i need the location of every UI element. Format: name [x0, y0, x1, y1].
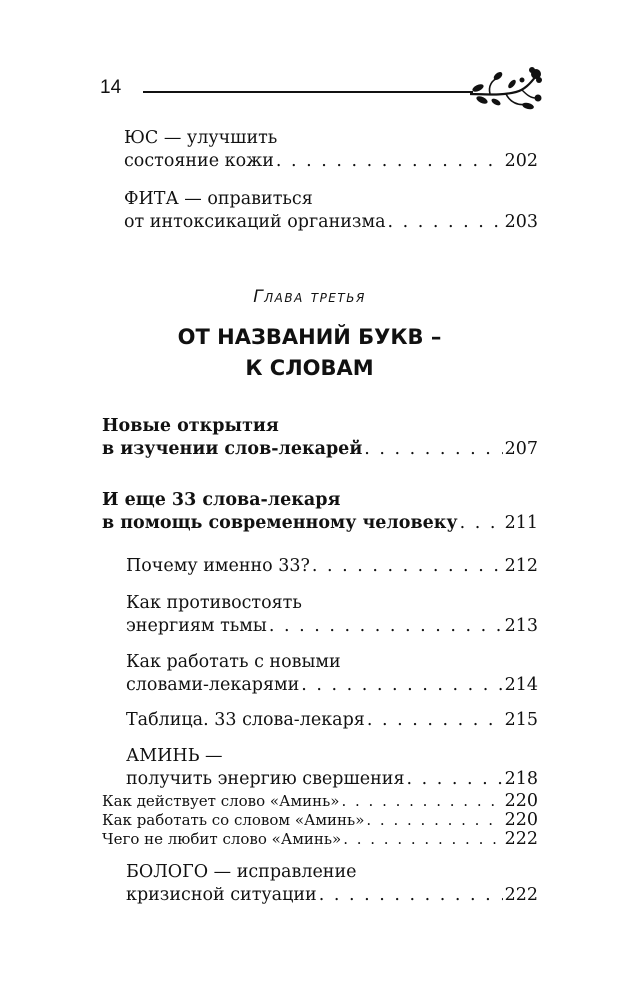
toc-entry [126, 709, 538, 732]
toc-entry [124, 127, 538, 173]
toc-entry-line: Как работать с новыми [126, 652, 341, 672]
toc-entry-last: состояние кожи . . . 202 [124, 150, 538, 173]
toc-page-number: 222 [504, 885, 538, 905]
toc-entry-line: АМИНЬ — [126, 746, 223, 766]
toc-entry [126, 651, 538, 697]
toc-entry-last: словами-лекарями . . . 214 [126, 674, 538, 697]
toc-entry-last: кризисной ситуации . . . 222 [126, 884, 538, 907]
chapter-title-line: ОТ НАЗВАНИЙ БУКВ – [177, 325, 442, 349]
leader-dots [312, 555, 503, 578]
toc-entry [102, 792, 538, 811]
leader-dots [406, 768, 502, 791]
toc-page-number: 220 [504, 810, 538, 830]
toc-entry [102, 489, 538, 535]
chapter-title [0, 322, 619, 384]
leader-dots [364, 438, 502, 461]
toc-entry-last: энергиям тьмы . . . 213 [126, 615, 538, 638]
toc-entry-line: БОЛОГО — исправление [126, 862, 357, 882]
toc-page-number: 203 [504, 212, 538, 232]
leader-dots [388, 211, 503, 234]
toc-page-number: 211 [504, 513, 538, 533]
toc-entry-last: в помощь современному человеку . . . 211 [102, 512, 538, 535]
leader-dots [366, 811, 502, 830]
toc-entry-line: ЮС — улучшить [124, 128, 278, 148]
toc-page-number: 212 [504, 556, 538, 576]
toc-page-number: 202 [504, 151, 538, 171]
leader-dots [269, 615, 503, 638]
toc-entry [102, 830, 538, 849]
toc-entry [126, 861, 538, 907]
header-rule [143, 91, 473, 93]
toc-entry [102, 415, 538, 461]
toc-entry-line: И еще 33 слова-лекаря [102, 490, 341, 510]
leader-dots [341, 792, 502, 811]
toc-entry-line: Как противостоять [126, 593, 302, 613]
floral-branch-icon [466, 64, 542, 116]
toc-page-number: 213 [504, 616, 538, 636]
leader-dots [276, 150, 503, 173]
leader-dots [319, 884, 503, 907]
toc-page-number: 222 [504, 829, 538, 849]
toc-entry [126, 745, 538, 791]
toc-entry-last: Таблица. 33 слова-лекаря . . . 215 [126, 709, 538, 732]
toc-entry [126, 592, 538, 638]
toc-entry [126, 555, 538, 578]
toc-entry-last: получить энергию свершения . . . 218 [126, 768, 538, 791]
leader-dots [343, 830, 502, 849]
toc-entry-last: Почему именно 33? . . . 212 [126, 555, 538, 578]
chapter-title-line: К СЛОВАМ [245, 356, 374, 380]
toc-page-number: 214 [504, 675, 538, 695]
leader-dots [460, 512, 503, 535]
toc-page-number: 218 [504, 769, 538, 789]
toc-entry-last: в изучении слов-лекарей . . . 207 [102, 438, 538, 461]
toc-entry-last: Чего не любит слово «Аминь» . . . 222 [102, 830, 538, 849]
toc-entry-last: Как работать со словом «Аминь» . . . 220 [102, 811, 538, 830]
chapter-label: Глава третья [253, 287, 366, 307]
toc-entry-line: ФИТА — оправиться [124, 189, 313, 209]
toc-entry [102, 811, 538, 830]
toc-page-number: 220 [504, 791, 538, 811]
toc-entry [124, 188, 538, 234]
toc-entry-last: Как действует слово «Аминь» . . . 220 [102, 792, 538, 811]
page-number: 14 [100, 77, 122, 98]
leader-dots [301, 674, 502, 697]
toc-page-number: 215 [504, 710, 538, 730]
toc-entry-line: Новые открытия [102, 416, 279, 436]
toc-entry-last: от интоксикаций организма . . . 203 [124, 211, 538, 234]
toc-page-number: 207 [504, 439, 538, 459]
leader-dots [367, 709, 503, 732]
